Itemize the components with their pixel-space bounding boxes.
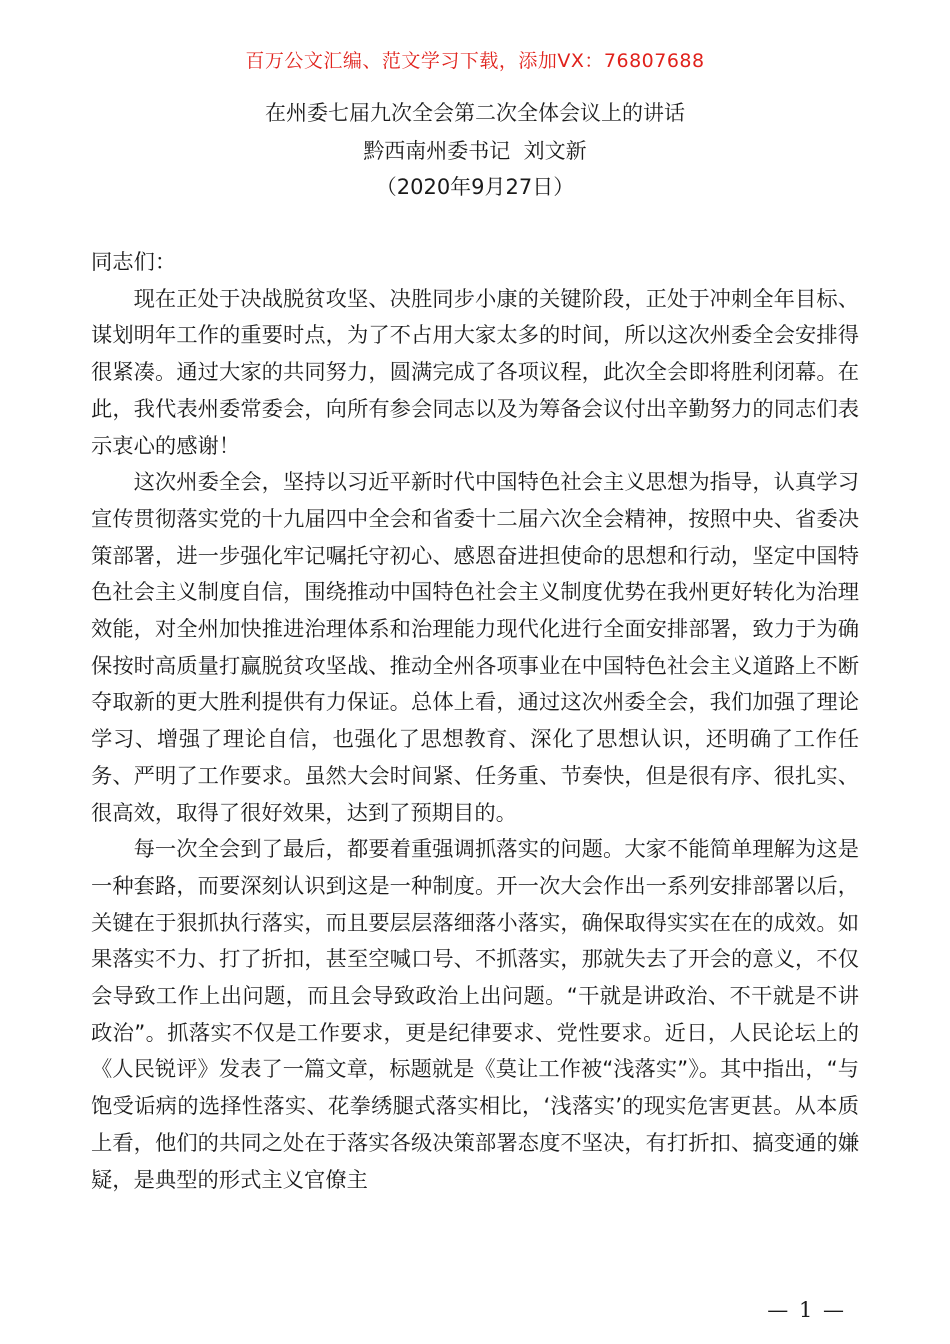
- speech-title: 在州委七届九次全会第二次全体会议上的讲话: [265, 101, 685, 125]
- speech-author: 黔西南州委书记 刘文新: [363, 139, 587, 163]
- page-number: — 1 —: [767, 1298, 846, 1322]
- salutation: 同志们：: [91, 250, 177, 275]
- speech-body: [91, 245, 859, 1199]
- body-paragraph: 每一次全会到了最后，都要着重强调抓落实的问题。大家不能简单理解为这是一种套路，而要深刻认识到这是一种制度。开一次大会作出一系列安排部署以后，关键在于狠抓执行落实，而且要层层落细落小落实，确保取得实实在在的成效。如果落实不力、打了折扣，甚至空喊口号、不抓落实，那就失去了开会的意义，不仅会导致工作上出问题，而且会导致政治上出问题。“干就是讲政治、不干就是不讲政治”。抓落实不仅是工作要求，更是纪律要求、党性要求。近日，人民论坛上的《人民锐评》发表了一篇文章，标题就是《莫让工作被“浅落实”》。其中指出，“与饱受诟病的选择性落实、花拳绣腿式落实相比，‘浅落实’的现实危害更甚。从本质上看，他们的共同之处在于落实各级决策部署态度不坚决，有打折扣、搞变通的嫌疑，是典型的形式主义官僚主: [91, 837, 859, 1193]
- watermark-banner: 百万公文汇编、范文学习下载，添加VX：76807688: [245, 50, 705, 72]
- body-paragraph: 这次州委全会，坚持以习近平新时代中国特色社会主义思想为指导，认真学习宣传贯彻落实党的十九届四中全会和省委十二届六次全会精神，按照中央、省委决策部署，进一步强化牢记嘱托守初心、感恩奋进担使命的思想和行动，坚定中国特色社会主义制度自信，围绕推动中国特色社会主义制度优势在我州更好转化为治理效能，对全州加快推进治理体系和治理能力现代化进行全面安排部署，致力于为确保按时高质量打赢脱贫攻坚战、推动全州各项事业在中国特色社会主义道路上不断夺取新的更大胜利提供有力保证。总体上看，通过这次州委全会，我们加强了理论学习、增强了理论自信，也强化了思想教育、深化了思想认识，还明确了工作任务、严明了工作要求。虽然大会时间紧、任务重、节奏快，但是很有序、很扎实、很高效，取得了很好效果，达到了预期目的。: [91, 470, 859, 826]
- speech-date: （2020年9月27日）: [375, 175, 575, 199]
- body-paragraph: 现在正处于决战脱贫攻坚、决胜同步小康的关键阶段，正处于冲刺全年目标、谋划明年工作的重要时点，为了不占用大家太多的时间，所以这次州委全会安排得很紧凑。通过大家的共同努力，圆满完成了各项议程，此次全会即将胜利闭幕。在此，我代表州委常委会，向所有参会同志以及为筹备会议付出辛勤努力的同志们表示衷心的感谢！: [91, 286, 859, 459]
